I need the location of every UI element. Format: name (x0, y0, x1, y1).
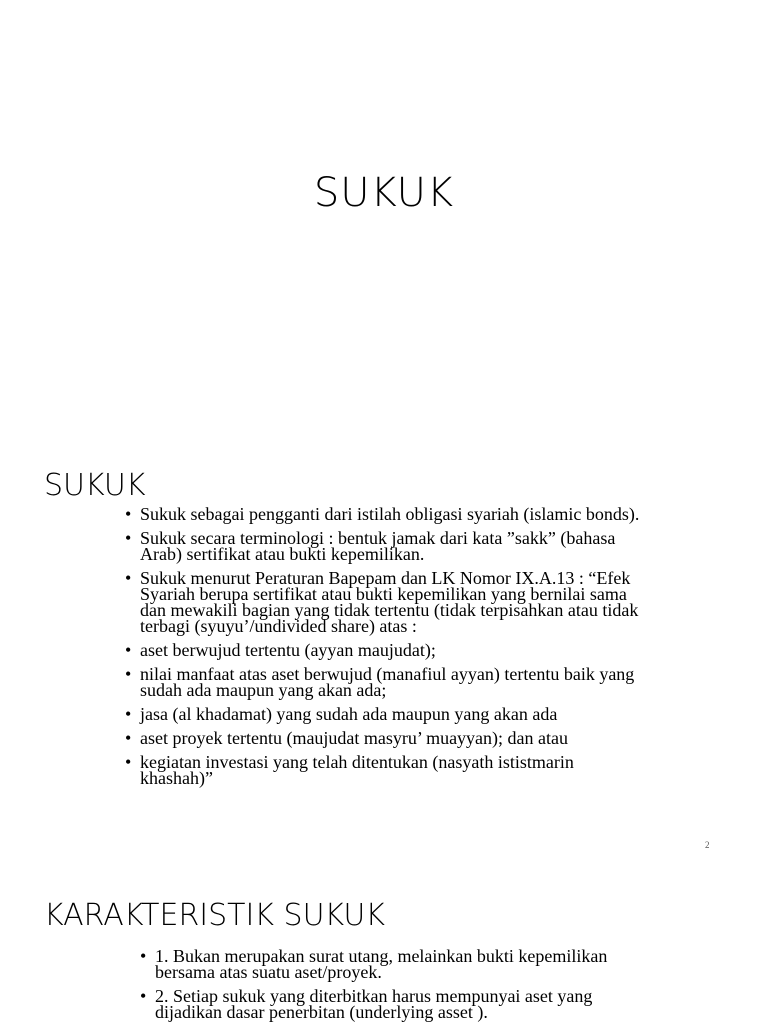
slide-sukuk-definition (0, 432, 768, 864)
slide-heading: SUKUK (44, 468, 146, 503)
bullet-item: • kegiatan investasi yang telah ditentukan (nasyath ististmarin khashah)” (125, 754, 645, 786)
bullet-item: • aset proyek tertentu (maujudat masyru’ muayyan); dan atau (125, 730, 645, 746)
bullet-item: • nilai manfaat atas aset berwujud (manafiul ayyan) tertentu baik yang sudah ada maupun yang akan ada; (125, 666, 645, 698)
bullet-item: • Sukuk sebagai pengganti dari istilah obligasi syariah (islamic bonds). (125, 506, 645, 522)
bullet-item: • 1. Bukan merupakan surat utang, melainkan bukti kepemilikan bersama atas suatu aset/proyek. (140, 948, 620, 980)
bullet-item: • Sukuk menurut Peraturan Bapepam dan LK Nomor IX.A.13 : “Efek Syariah berupa sertifikat atau bukti kepemilikan yang bernilai sama dan mewakili bagian yang tidak tertentu (tidak terpisahkan atau tidak terbagi (syuyu’/undivided share) atas : (125, 570, 645, 634)
page-number: 2 (705, 840, 710, 850)
bullet-list (125, 506, 645, 794)
bullet-item: • aset berwujud tertentu (ayyan maujudat); (125, 642, 645, 658)
bullet-item: • 2. Setiap sukuk yang diterbitkan harus mempunyai aset yang dijadikan dasar penerbitan (underlying asset ). (140, 988, 620, 1020)
slide-heading: KARAKTERISTIK SUKUK (44, 898, 386, 933)
slide-title (0, 0, 768, 432)
bullet-list (140, 948, 620, 1024)
slide-title-text: SUKUK (313, 170, 455, 216)
bullet-item: • Sukuk secara terminologi : bentuk jamak dari kata ”sakk” (bahasa Arab) sertifikat atau bukti kepemilikan. (125, 530, 645, 562)
slide-karakteristik (0, 864, 768, 1024)
bullet-item: • jasa (al khadamat) yang sudah ada maupun yang akan ada (125, 706, 645, 722)
